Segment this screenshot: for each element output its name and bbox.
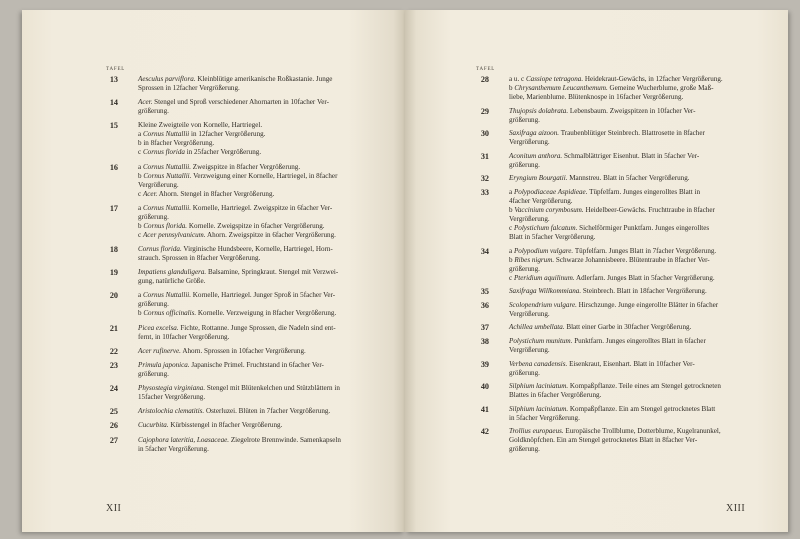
description-line: gung, natürliche Größe. <box>138 277 206 286</box>
plate-description <box>509 287 753 296</box>
plate-entry <box>473 287 753 296</box>
plate-description <box>509 129 753 147</box>
plate-description <box>138 121 374 157</box>
plate-number: 19 <box>109 268 118 278</box>
description-line: Silphium laciniatum. Kompaßpflanze. Ein am Stengel getrocknetes Blatt <box>509 404 716 413</box>
description-line: Aconitum anthora. Schmalblättriger Eisenhut. Blatt in 5facher Ver- <box>509 151 700 160</box>
plate-description <box>138 421 374 430</box>
description-line: Sprossen in 12facher Vergrößerung. <box>138 84 240 92</box>
plate-description <box>509 323 753 332</box>
description-line: größerung. <box>509 115 540 124</box>
plate-description <box>509 405 753 423</box>
description-line: c Acer pennsylvanicum. Ahorn. Zweigspitze in 6facher Vergrößerung. <box>138 230 336 239</box>
plate-entry <box>102 436 374 454</box>
plate-number: 27 <box>109 435 118 445</box>
description-line: Verbena canadensis. Eisenkraut, Eisenhart. Blatt in 10facher Ver- <box>509 359 695 368</box>
description-line: Blattes in 6facher Vergrößerung. <box>509 391 602 400</box>
plate-entry <box>473 75 753 102</box>
description-line: Vergrößerung. <box>138 180 179 189</box>
description-line: Silphium laciniatum. Kompaßpflanze. Teile eines am Stengel getrockneten <box>509 382 721 391</box>
plate-entry <box>102 75 374 93</box>
description-line: Eryngium Bourgatii. Mannstreu. Blatt in 5facher Vergrößerung. <box>509 174 690 183</box>
tafel-column-header: TAFEL <box>106 67 126 72</box>
description-line: b in 8facher Vergrößerung. <box>138 139 215 148</box>
plate-number: 20 <box>109 291 118 301</box>
description-line: Aristolochia clematitis. Osterluzei. Blüten in 7facher Vergrößerung. <box>138 407 331 416</box>
plate-description <box>138 75 374 93</box>
description-line: c Pteridium aquilinum. Adlerfarn. Junges Blatt in 5facher Vergrößerung. <box>509 273 715 282</box>
plate-description <box>509 174 753 183</box>
description-line: liebe, Marienblume. Blütenknospe in 16facher Vergrößerung. <box>509 93 684 101</box>
description-line: Polystichum munitum. Punktfarn. Junges eingerolltes Blatt in 6facher <box>509 336 706 345</box>
description-line: Primula japonica. Japanische Primel. Fruchtstand in 6facher Ver- <box>138 360 324 369</box>
plate-number: 21 <box>109 323 118 333</box>
plate-description <box>138 204 374 240</box>
open-book <box>22 10 785 532</box>
plate-description <box>509 152 753 170</box>
page-folio: XII <box>106 503 122 514</box>
description-line: b Vaccinium corymbosum. Heidelbeer-Gewächs. Fruchttraube in 8facher <box>509 205 715 214</box>
plate-description <box>138 436 374 454</box>
description-line: Thujopsis dolabrata. Lebensbaum. Zweigspitzen in 10facher Ver- <box>509 106 696 115</box>
plate-entry <box>102 421 374 430</box>
description-line: größerung. <box>138 212 169 221</box>
plate-entry <box>102 291 374 318</box>
description-line: Trollius europaeus. Europäische Trollblume, Dotterblume, Kugelranunkel, <box>509 427 721 436</box>
plate-number: 38 <box>480 336 489 346</box>
description-line: Achillea umbellata. Blatt einer Garbe in 30facher Vergrößerung. <box>509 323 692 332</box>
plate-number: 22 <box>109 346 118 356</box>
plate-entry <box>102 268 374 286</box>
plate-number: 39 <box>480 359 489 369</box>
description-line: a Cornus Nuttallii. Kornelle, Hartriegel. Junger Sproß in 5facher Ver- <box>138 291 336 300</box>
description-line: Physostegia virginiana. Stengel mit Blütenkelchen und Stützblättern in <box>138 384 340 393</box>
plate-entry <box>473 360 753 378</box>
plate-description <box>138 407 374 416</box>
description-line: Aesculus parviflora. Kleinblütige amerikanische Roßkastanie. Junge <box>138 75 333 83</box>
plate-list <box>102 75 374 459</box>
page-folio: XIII <box>726 503 746 514</box>
plate-entry <box>473 188 753 242</box>
plate-entry <box>473 247 753 283</box>
plate-description <box>138 324 374 342</box>
description-line: Vergrößerung. <box>509 214 550 223</box>
plate-entry <box>102 324 374 342</box>
description-line: c Cornus florida in 25facher Vergrößerung. <box>138 148 262 157</box>
plate-number: 31 <box>480 151 489 161</box>
description-line: in 5facher Vergrößerung. <box>509 413 580 422</box>
plate-number: 33 <box>480 187 489 197</box>
plate-number: 25 <box>109 407 118 417</box>
description-line: Vergrößerung. <box>509 309 550 318</box>
plate-number: 42 <box>480 427 489 437</box>
plate-description <box>138 163 374 199</box>
left-page <box>22 10 405 532</box>
description-line: a u. c Cassiope tetragona. Heidekraut-Gewächs, in 12facher Vergrößerung. <box>509 75 723 83</box>
plate-description <box>509 337 753 355</box>
plate-description <box>138 291 374 318</box>
plate-entry <box>102 384 374 402</box>
plate-number: 23 <box>109 360 118 370</box>
plate-entry <box>102 347 374 356</box>
plate-number: 29 <box>480 106 489 116</box>
plate-entry <box>473 323 753 332</box>
description-line: a Cornus Nuttallii. Kornelle, Hartriegel. Zweigspitze in 6facher Ver- <box>138 203 333 212</box>
description-line: c Polystichum falcatum. Sichelförmiger Punktfarn. Junges eingerolltes <box>509 223 710 232</box>
description-line: größerung. <box>509 368 540 377</box>
description-line: Saxifraga aizoon. Traubenblütiger Steinbrech. Blattrosette in 8facher <box>509 129 705 138</box>
plate-description <box>509 360 753 378</box>
plate-number: 18 <box>109 244 118 254</box>
description-line: a Cornus Nuttallii in 12facher Vergrößerung. <box>138 130 266 139</box>
description-line: Acer rufinerve. Ahorn. Sprossen in 10facher Vergrößerung. <box>138 346 306 355</box>
plate-entry <box>102 121 374 157</box>
plate-entry <box>473 174 753 183</box>
plate-description <box>138 384 374 402</box>
plate-description <box>509 427 753 454</box>
plate-number: 16 <box>109 162 118 172</box>
plate-entry <box>473 405 753 423</box>
plate-entry <box>102 204 374 240</box>
description-line: strauch. Sprossen in 8facher Vergrößerung. <box>138 253 261 262</box>
plate-number: 26 <box>109 421 118 431</box>
plate-description <box>509 301 753 319</box>
plate-entry <box>102 245 374 263</box>
description-line: Vergrößerung. <box>509 138 550 147</box>
description-line: größerung. <box>138 300 169 309</box>
description-line: 4facher Vergrößerung. <box>509 196 573 205</box>
plate-number: 15 <box>109 121 118 131</box>
description-line: a Polypodium vulgare. Tüpfelfarn. Junges Blatt in 7facher Vergrößerung. <box>509 246 717 255</box>
plate-description <box>138 245 374 263</box>
description-line: Cajophora lateritia, Loasaceae. Ziegelrote Brennwinde. Samenkapseln <box>138 435 341 444</box>
description-line: c Acer. Ahorn. Stengel in 8facher Vergrößerung. <box>138 189 275 198</box>
plate-list <box>473 75 753 459</box>
right-page <box>405 10 788 532</box>
description-line: fernt, in 10facher Vergrößerung. <box>138 332 230 341</box>
description-line: größerung. <box>138 107 169 116</box>
tafel-column-header: TAFEL <box>476 67 496 72</box>
description-line: Cucurbita. Kürbisstengel in 8facher Vergrößerung. <box>138 421 283 430</box>
description-line: b Cornus florida. Kornelle. Zweigspitze in 6facher Vergrößerung. <box>138 221 325 230</box>
plate-number: 41 <box>480 404 489 414</box>
description-line: a Cornus Nuttallii. Zweigspitze in 8facher Vergrößerung. <box>138 162 301 171</box>
description-line: Kleine Zweigteile von Kornelle, Hartriegel. <box>138 121 263 130</box>
description-line: b Cornus Nuttallii. Verzweigung einer Kornelle, Hartriegel, in 8facher <box>138 171 338 180</box>
description-line: b Ribes nigrum. Schwarze Johannisbeere. Blütentraube in 8facher Ver- <box>509 255 710 264</box>
description-line: 15facher Vergrößerung. <box>138 393 206 402</box>
description-line: in 5facher Vergrößerung. <box>138 444 209 453</box>
plate-description <box>138 361 374 379</box>
description-line: Blatt in 5facher Vergrößerung. <box>509 232 596 241</box>
plate-entry <box>473 129 753 147</box>
description-line: Picea excelsa. Fichte, Rottanne. Junge Sprossen, die Nadeln sind ent- <box>138 323 336 332</box>
plate-entry <box>473 337 753 355</box>
plate-number: 32 <box>480 174 489 184</box>
plate-description <box>509 247 753 283</box>
plate-entry <box>473 301 753 319</box>
description-line: Vergrößerung. <box>509 345 550 354</box>
description-line: Scolopendrium vulgare. Hirschzunge. Junge eingerollte Blätter in 6facher <box>509 300 719 309</box>
description-line: b Chrysanthemum Leucanthemum. Gemeine Wucherblume, große Maß- <box>509 84 714 92</box>
description-line: Acer. Stengel und Sproß verschiedener Ahornarten in 10facher Ver- <box>138 98 330 107</box>
plate-number: 37 <box>480 323 489 333</box>
plate-description <box>138 347 374 356</box>
description-line: Goldknöpfchen. Ein am Stengel getrocknetes Blatt in 8facher Ver- <box>509 436 698 445</box>
plate-description <box>138 98 374 116</box>
description-line: größerung. <box>509 264 540 273</box>
description-line: Impatiens glanduligera. Balsamine, Springkraut. Stengel mit Verzwei- <box>138 268 339 277</box>
plate-entry <box>102 361 374 379</box>
plate-description <box>138 268 374 286</box>
plate-entry <box>102 407 374 416</box>
plate-entry <box>473 382 753 400</box>
description-line: größerung. <box>138 369 169 378</box>
plate-description <box>509 382 753 400</box>
plate-description <box>509 107 753 125</box>
description-line: größerung. <box>509 445 540 454</box>
description-line: Cornus florida. Virginische Hundsbeere, Kornelle, Hartriegel, Horn- <box>138 244 333 253</box>
plate-number: 40 <box>480 382 489 392</box>
plate-number: 17 <box>109 203 118 213</box>
plate-number: 24 <box>109 384 118 394</box>
plate-number: 35 <box>480 287 489 297</box>
description-line: b Cornus officinalis. Kornelle. Verzweigung in 8facher Vergrößerung. <box>138 309 337 318</box>
plate-entry <box>473 427 753 454</box>
plate-entry <box>102 98 374 116</box>
plate-number: 34 <box>480 246 489 256</box>
plate-description <box>509 188 753 242</box>
plate-number: 36 <box>480 300 489 310</box>
plate-number: 28 <box>480 75 489 84</box>
plate-entry <box>473 107 753 125</box>
plate-number: 30 <box>480 129 489 139</box>
description-line: Saxifraga Willkommiana. Steinbrech. Blatt in 18facher Vergrößerung. <box>509 287 707 296</box>
description-line: a Polypodiaceae Aspidieae. Tüpfelfarn. Junges eingerolltes Blatt in <box>509 187 701 196</box>
description-line: größerung. <box>509 160 540 169</box>
plate-number: 14 <box>109 98 118 108</box>
plate-number: 13 <box>109 75 118 84</box>
plate-entry <box>102 163 374 199</box>
plate-entry <box>473 152 753 170</box>
plate-description <box>509 75 753 102</box>
